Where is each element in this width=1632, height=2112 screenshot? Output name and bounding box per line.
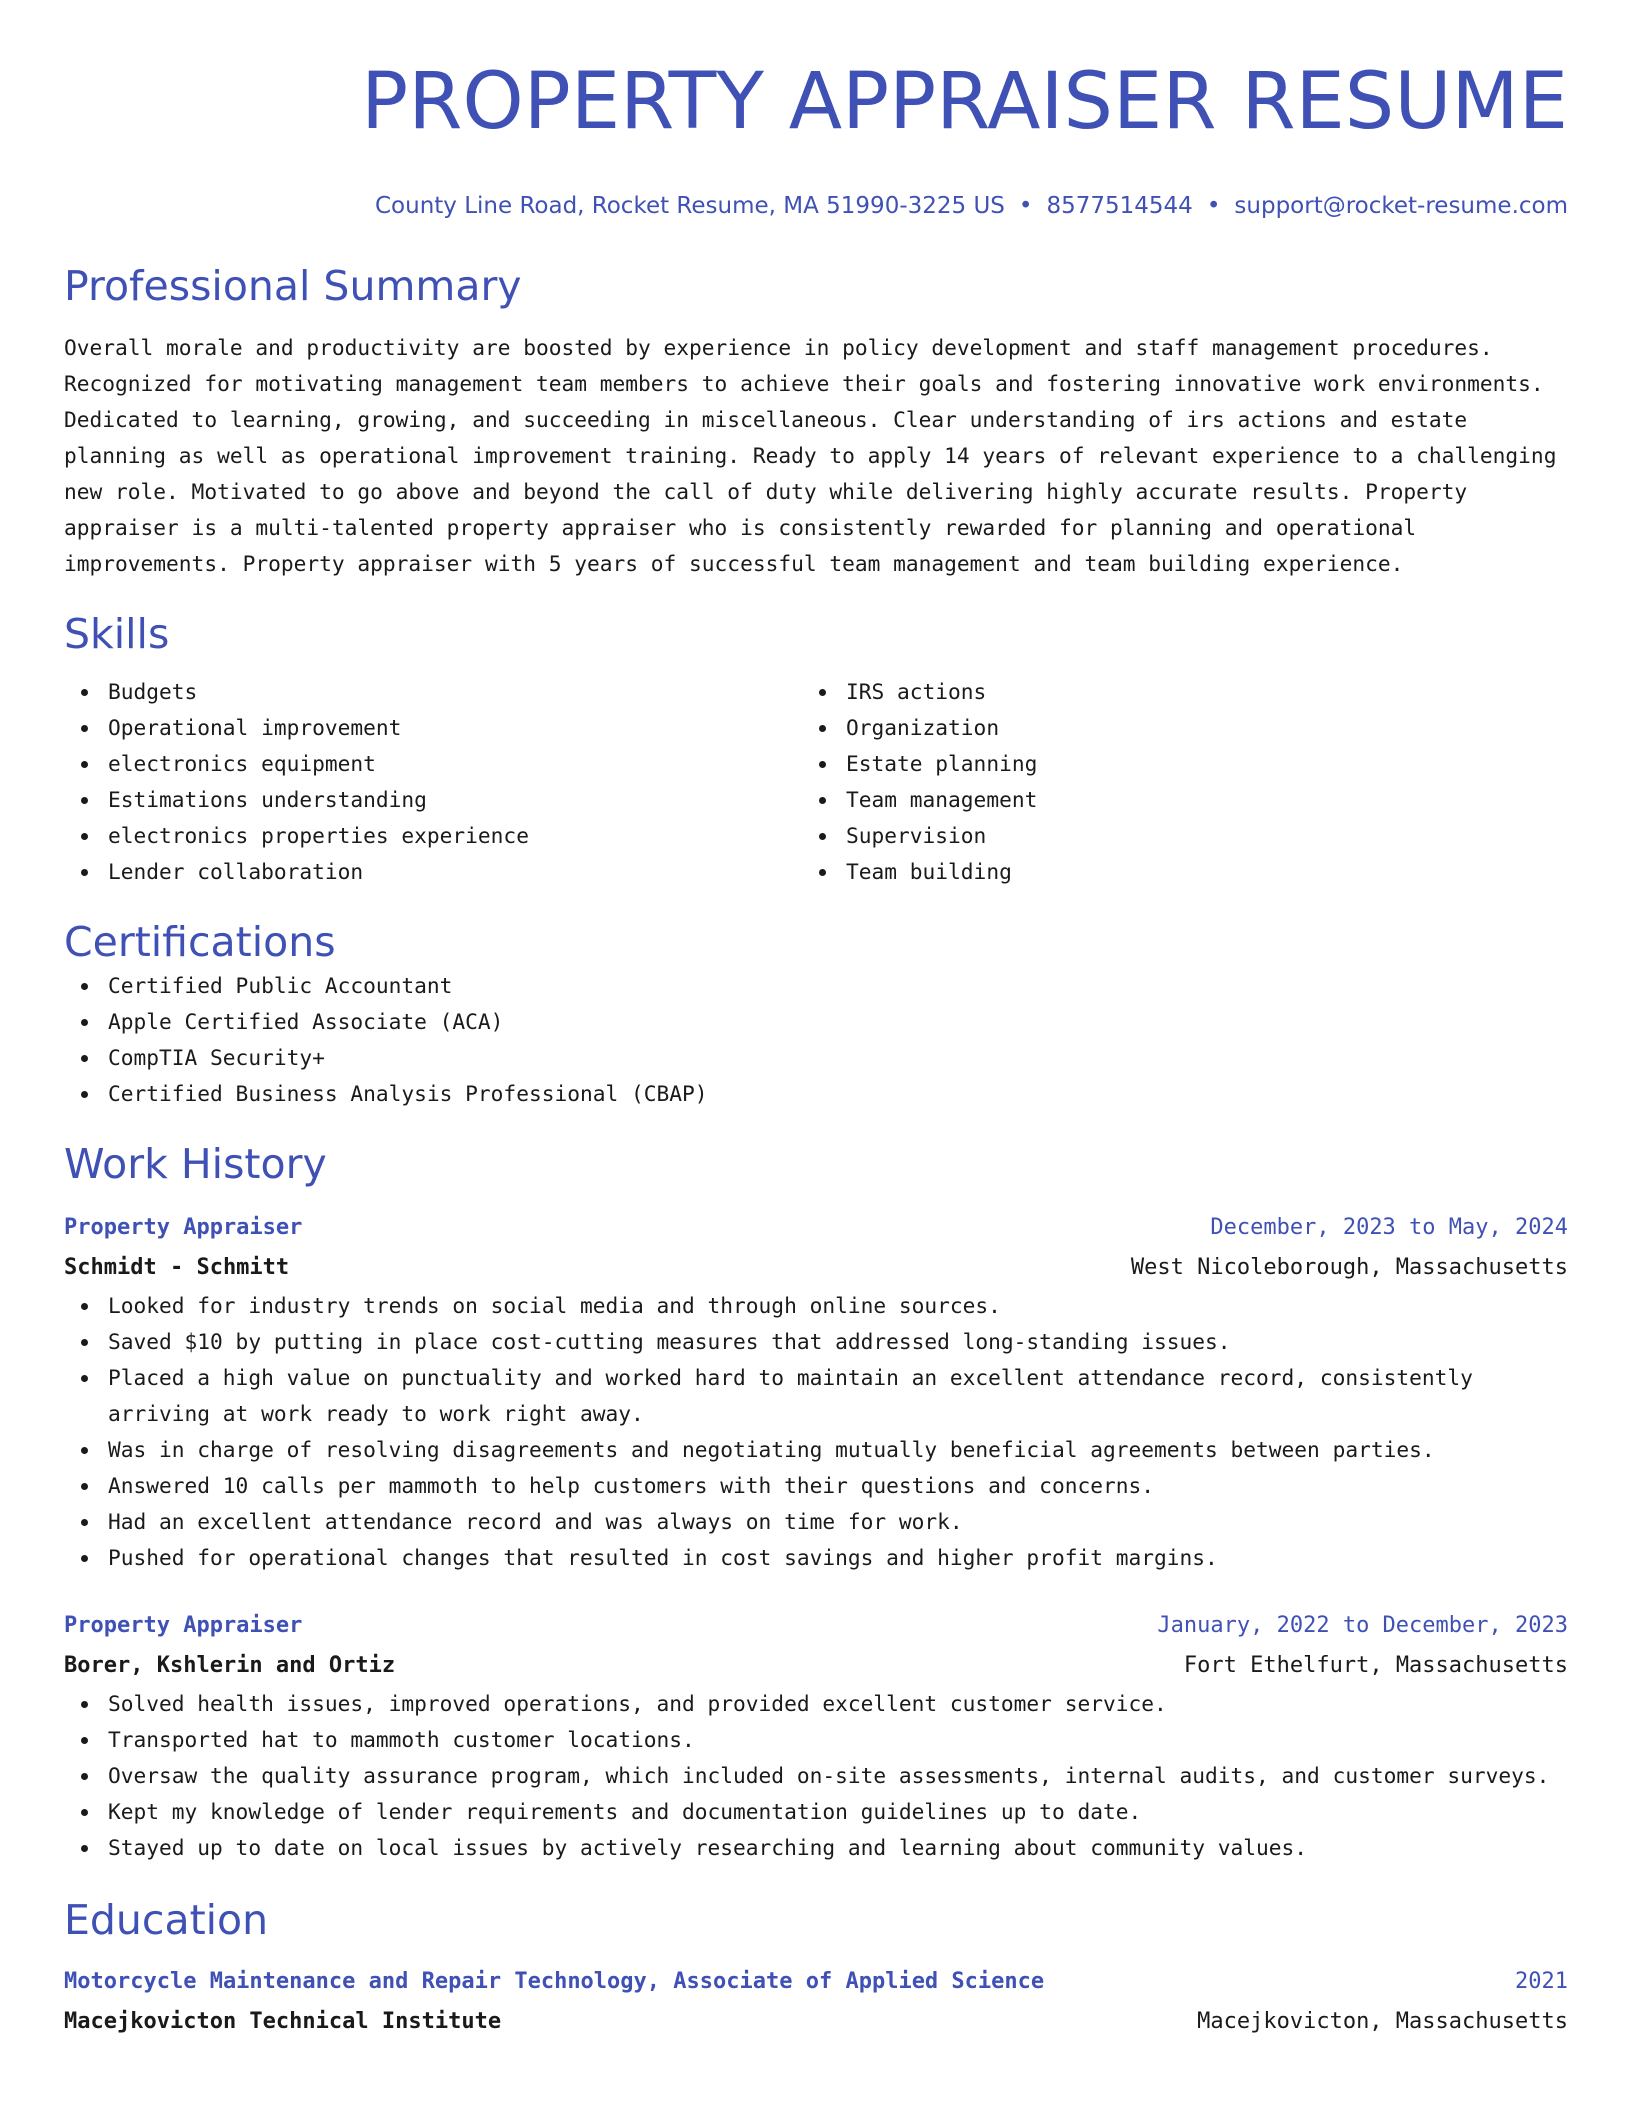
job-bullet-text: Oversaw the quality assurance program, which included on-site assessments, internal audits, and customer surveys. [108, 1763, 1550, 1788]
skills-grid [64, 674, 1568, 890]
job-location: Fort Ethelfurt, Massachusetts [1183, 1653, 1568, 1678]
job-bullets [64, 1288, 1568, 1576]
job-dates: December, 2023 to May, 2024 [1210, 1215, 1568, 1240]
certification-item [64, 1004, 1568, 1040]
skill-item-text: Organization [846, 715, 1000, 740]
contact-line [64, 190, 1568, 222]
education-school: Macejkovicton Technical Institute [64, 2009, 502, 2034]
job-header-row [64, 1208, 1568, 1248]
skill-item [64, 854, 802, 890]
bullet-icon [81, 1303, 88, 1310]
job-bullet [64, 1468, 1568, 1504]
job-entry [64, 1208, 1568, 1576]
bullet-icon [81, 1339, 88, 1346]
skill-item [64, 710, 802, 746]
job-bullet-text: Had an excellent attendance record and was always on time for work. [108, 1509, 963, 1534]
bullet-icon [819, 869, 826, 876]
certification-item-text: Certified Business Analysis Professional (CBAP) [108, 1081, 708, 1106]
bullet-icon [81, 797, 88, 804]
job-location: West Nicoleborough, Massachusetts [1130, 1255, 1568, 1280]
bullet-icon [81, 1737, 88, 1744]
job-bullet [64, 1360, 1568, 1432]
job-bullet [64, 1288, 1568, 1324]
skill-item-text: Budgets [108, 679, 198, 704]
work-history-heading: Work History [64, 1140, 327, 1188]
bullet-icon [819, 689, 826, 696]
skills-list-right [802, 674, 1540, 890]
job-entry [64, 1606, 1568, 1866]
bullet-icon [81, 1019, 88, 1026]
skill-item-text: electronics equipment [108, 751, 376, 776]
job-bullet [64, 1686, 1568, 1722]
education-entry [64, 1962, 1568, 2042]
certifications-list [64, 968, 1568, 1112]
summary-heading: Professional Summary [64, 262, 522, 310]
certifications-heading: Certifications [64, 918, 336, 966]
bullet-icon [819, 725, 826, 732]
bullet-icon [81, 725, 88, 732]
bullet-icon [81, 1773, 88, 1780]
job-bullet-text: Transported hat to mammoth customer locations. [108, 1727, 695, 1752]
job-bullet [64, 1324, 1568, 1360]
job-bullet-text: Placed a high value on punctuality and worked hard to maintain an excellent attendance record, consistently arriving at work ready to work right away. [108, 1365, 1473, 1426]
education-school-row [64, 2002, 1568, 2042]
bullet-icon [81, 1519, 88, 1526]
skill-item [802, 746, 1540, 782]
skill-item-text: Estate planning [846, 751, 1038, 776]
skill-item-text: Supervision [846, 823, 987, 848]
skill-item [64, 818, 802, 854]
skill-item [802, 782, 1540, 818]
bullet-icon [81, 1375, 88, 1382]
resume-title: PROPERTY APPRAISER RESUME [361, 57, 1568, 147]
skill-item [802, 710, 1540, 746]
contact-address: County Line Road, Rocket Resume, MA 51990-3225 US [374, 193, 1005, 219]
job-bullet [64, 1540, 1568, 1576]
certification-item-text: Certified Public Accountant [108, 973, 453, 998]
certification-item-text: Apple Certified Associate (ACA) [108, 1009, 504, 1034]
job-dates: January, 2022 to December, 2023 [1157, 1613, 1568, 1638]
education-location: Macejkovicton, Massachusetts [1197, 2009, 1568, 2034]
skill-item [802, 854, 1540, 890]
certification-item-text: CompTIA Security+ [108, 1045, 325, 1070]
skill-item [802, 818, 1540, 854]
job-bullets [64, 1686, 1568, 1866]
skill-item-text: Team management [846, 787, 1038, 812]
job-bullet-text: Solved health issues, improved operations, and provided excellent customer service. [108, 1691, 1167, 1716]
job-bullet [64, 1794, 1568, 1830]
skill-item-text: IRS actions [846, 679, 987, 704]
bullet-icon [81, 1091, 88, 1098]
bullet-icon [81, 1483, 88, 1490]
bullet-icon [81, 1809, 88, 1816]
bullet-icon [81, 1555, 88, 1562]
job-title: Property Appraiser [64, 1215, 303, 1240]
contact-email[interactable]: support@rocket-resume.com [1234, 193, 1568, 219]
bullet-icon [81, 833, 88, 840]
job-company-row [64, 1646, 1568, 1686]
job-bullet-text: Saved $10 by putting in place cost-cutting measures that addressed long-standing issues. [108, 1329, 1231, 1354]
bullet-icon [81, 1845, 88, 1852]
education-heading: Education [64, 1896, 269, 1944]
bullet-icon [81, 1447, 88, 1454]
bullet-icon [81, 869, 88, 876]
job-company: Borer, Kshlerin and Ortiz [64, 1653, 396, 1678]
bullet-icon [819, 761, 826, 768]
job-bullet-text: Answered 10 calls per mammoth to help customers with their questions and concerns. [108, 1473, 1154, 1498]
job-bullet [64, 1758, 1568, 1794]
job-bullet [64, 1432, 1568, 1468]
bullet-icon [81, 761, 88, 768]
contact-separator: • [1018, 193, 1033, 219]
skill-item [64, 674, 802, 710]
job-bullet-text: Looked for industry trends on social media and through online sources. [108, 1293, 1001, 1318]
education-degree-row [64, 1962, 1568, 2002]
skills-list-left [64, 674, 802, 890]
skill-item-text: Operational improvement [108, 715, 402, 740]
job-title: Property Appraiser [64, 1613, 303, 1638]
certification-item [64, 1040, 1568, 1076]
job-bullet [64, 1722, 1568, 1758]
skill-item-text: Estimations understanding [108, 787, 427, 812]
job-bullet-text: Pushed for operational changes that resulted in cost savings and higher profit margins. [108, 1545, 1218, 1570]
bullet-icon [819, 797, 826, 804]
education-degree: Motorcycle Maintenance and Repair Technology, Associate of Applied Science [64, 1969, 1045, 1994]
skill-item-text: Team building [846, 859, 1012, 884]
job-bullet-text: Kept my knowledge of lender requirements and documentation guidelines up to date. [108, 1799, 1142, 1824]
bullet-icon [81, 1055, 88, 1062]
job-header-row [64, 1606, 1568, 1646]
skills-column-left [64, 674, 802, 890]
job-bullet [64, 1504, 1568, 1540]
skill-item [64, 746, 802, 782]
job-bullet-text: Was in charge of resolving disagreements and negotiating mutually beneficial agreements between parties. [108, 1437, 1435, 1462]
skill-item-text: electronics properties experience [108, 823, 529, 848]
certification-item [64, 1076, 1568, 1112]
skill-item [64, 782, 802, 818]
bullet-icon [81, 983, 88, 990]
bullet-icon [81, 1701, 88, 1708]
skills-column-right [802, 674, 1540, 890]
skills-heading: Skills [64, 610, 170, 658]
education-year: 2021 [1515, 1969, 1568, 1994]
bullet-icon [819, 833, 826, 840]
job-bullet-text: Stayed up to date on local issues by actively researching and learning about community values. [108, 1835, 1308, 1860]
summary-text: Overall morale and productivity are boosted by experience in policy development and staff management procedures. Recognized for motivating management team members to achieve their goals and fostering innovative work environments. Dedicated to learning, growing, and succeeding in miscellaneous. Clear understanding of irs actions and estate planning as well as operational improvement training. Ready to apply 14 years of relevant experience to a challenging new role. Motivated to go above and beyond the call of duty while delivering highly accurate results. Property appraiser is a multi-talented property appraiser who is consistently rewarded for planning and operational improvements. Property appraiser with 5 years of successful team management and team building experience. [64, 335, 1557, 576]
contact-separator: • [1206, 193, 1221, 219]
job-bullet [64, 1830, 1568, 1866]
certification-item [64, 968, 1568, 1004]
skill-item [802, 674, 1540, 710]
job-company: Schmidt - Schmitt [64, 1255, 290, 1280]
contact-phone: 8577514544 [1046, 193, 1193, 219]
job-company-row [64, 1248, 1568, 1288]
bullet-icon [81, 689, 88, 696]
skill-item-text: Lender collaboration [108, 859, 364, 884]
